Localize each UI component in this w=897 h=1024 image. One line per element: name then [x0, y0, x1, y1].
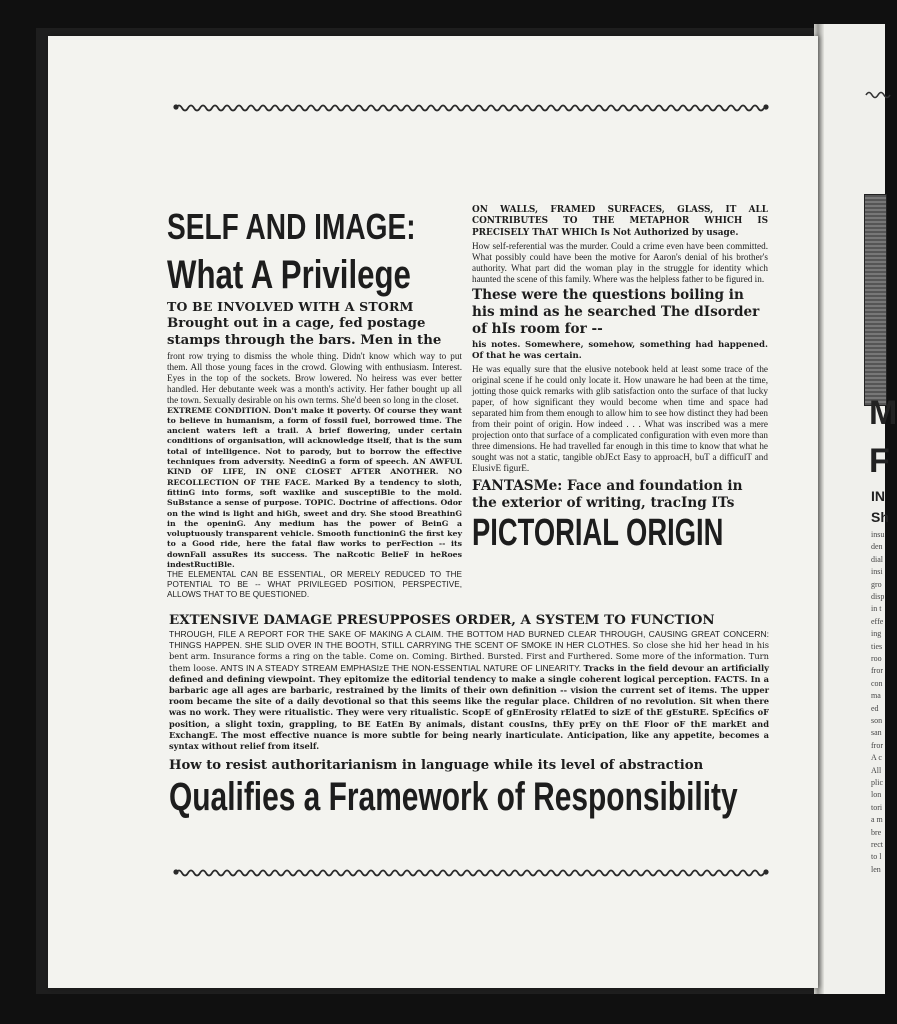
- right-page-text-line: to l: [871, 852, 882, 862]
- right-page-text-line: plic: [871, 778, 883, 787]
- bottom-text: Tracks in the field devour an artificially defined and defining viewpoint. They epitomize the editorial tendency to make a single coherent logical perception. FACTS. In a barbaric age all ages are barbaric, restrained by the limits of their own definition -- vision the current set of items. The upper room became the site of a daily devotional so that this seems like the regular place. Children of no revolution. Sit when there was no work. They were ritualistic. They were very ritualistic. ScopE of gEnErosity rElatEd to sizE of thE gEstuRE. SpEcifics oF position, a slight toxin, grappling, to BE EatEn By animals, distant cousIns, thEy prEy on thE Floor oF thE markEt and ExchangE.: [169, 662, 769, 740]
- right-page-text-line: ed: [871, 703, 879, 713]
- right-page-text-line: a m: [871, 815, 883, 825]
- bottom-caps-text: THROUGH, FILE A REPORT FOR THE SAKE OF MAKING A CLAIM. THE BOTTOM HAD BURNED CLEAR THROUGH, CAUSING GREAT CONCERN: THINGS HAPPEN. SHE SLID OVER IN THE BOOTH, STILL CARRYING THE SCENT OF SMOKE IN HER CLOTHES.: [169, 629, 769, 651]
- right-page-text-line: san: [871, 728, 882, 738]
- bottom-section: [169, 612, 769, 819]
- right-page-text-line: insi: [871, 567, 883, 577]
- lead-paragraph: Brought out in a cage, fed postage stamps through the bars. Men in the: [167, 316, 442, 348]
- right-page-text-line: lon: [871, 790, 882, 800]
- right-page-text-line: ties: [871, 641, 883, 651]
- bottom-text-bold: The most effective nuance is more subtle for being nearly inarticulate. Anticipation, like any appetite, becomes a syntax without relief from itself.: [169, 729, 769, 752]
- right-page-text-line: fror: [871, 740, 883, 750]
- right-page-text-line: gro: [871, 579, 882, 589]
- pictorial-origin-headline: PICTORIAL ORIGIN: [472, 511, 724, 554]
- headline-self-and-image: SELF AND IMAGE:: [167, 206, 416, 247]
- right-page-text-line: den: [871, 542, 883, 552]
- right-column: [472, 205, 768, 554]
- bottom-heading: EXTENSIVE DAMAGE PRESUPPOSES ORDER, A SYSTEM TO FUNCTION: [169, 612, 715, 628]
- right-page-text-line: in t: [871, 604, 882, 614]
- notes-line: his notes. Somewhere, somehow, something had happened. Of that he was certain.: [472, 340, 768, 362]
- right-page-heading: Sh: [871, 509, 889, 525]
- top-ornament-rule: [172, 101, 770, 113]
- right-page-text-line: fror: [871, 666, 883, 676]
- right-page-heading: IN: [871, 488, 885, 504]
- right-page-text-line: son: [871, 716, 883, 725]
- body-paragraph-caps: THE ELEMENTAL CAN BE ESSENTIAL, OR MERELY REDUCED TO THE POTENTIAL TO BE -- WHAT PRIVILEGED POSITION, PERSPECTIVE, ALLOWS THAT TO BE QUESTIONED.: [167, 570, 462, 600]
- body-paragraph-bold: EXTREME CONDITION. Don't make it poverty. Of course they want to believe in humanism, a form of fossil fuel, borrowed time. The ancient waters left a trail. A brief flowering, under certain conditions of organisation, will acknowledge itself, that is the sum total of intelligence. Not to parody, but to borrow the effective techniques from adversity. NeedinG a form of speech. AN AWFUL KIND OF LIFE, IN ONE CLOSET AFTER ANOTHER. NO RECOLLECTION OF THE FACE. Marked By a tendency to sloth, fittinG into forms, soft waxlike and susceptiBle to the mold. SuBstance a sense of purpose. TOPIC. Doctrine of affections. Odor on the wind is light and hiGh, sweet and dry. She stood BreathinG in the openinG. Any medium has the power of BeinG a voluptuously transparent vehicle. Smooth functioninG the first key to a Good ride, here the fatal flaw works to perFection -- its downFall assuRes its success. The naRcotic BelieF in heRoes indestRuctiBle.: [167, 405, 462, 569]
- right-page-letter: F: [869, 442, 890, 480]
- right-page-text-line: rect: [871, 840, 883, 849]
- right-page-text-line: dial: [871, 554, 883, 564]
- subhead-storm: TO BE INVOLVED WITH A STORM: [167, 299, 414, 314]
- right-page-image-strip: [864, 194, 887, 406]
- body-paragraph: How self-referential was the murder. Could a crime even have been committed. What possibly could have been the motive for Aaron's denial of his brother's authority. What part did the woman play in the struggle for identity which haunted the scene of this family. Where was the helpless father to be figured in.: [472, 241, 768, 284]
- body-paragraph: He was equally sure that the elusive notebook held at least some trace of the original scene if he could only locate it. How unaware he had been at the time, jotting those quick remarks with glib satisfaction onto the surface of that lucky paper, of how significant they would become when time and space had separated him from them enough to allow him to see how distinct they had been from their point of origin. How indeed . . . What was inscribed was a mere projection onto that surface of a complicated configuration with even more than three dimensions. He had travelled far enough in this time to know that what he sought was not a static, tangible obJEct Easy to approacH, buT a difficulT and ElusivE figurE.: [472, 364, 768, 473]
- right-page-text-line: All: [871, 765, 882, 775]
- bottom-paragraph: [169, 629, 769, 752]
- right-page-text-line: ing: [871, 629, 882, 639]
- right-page-text-line: disp: [871, 592, 885, 601]
- right-page-ornament: [864, 86, 894, 96]
- fantasme-heading: FANTASMe: Face and foundation in the exterior of writing, tracIng ITs: [472, 477, 743, 511]
- question-heading: These were the questions boiling in his mind as he searched The dIsorder of hIs room for --: [472, 286, 760, 338]
- right-page-text-line: bre: [871, 827, 882, 837]
- right-page-text-line: roo: [871, 654, 882, 663]
- final-headline: Qualifies a Framework of Responsibility: [169, 775, 738, 820]
- right-page-text-line: len: [871, 864, 881, 874]
- headline-what-a-privilege: What A Privilege: [167, 253, 411, 297]
- right-page-text-line: insu: [871, 530, 885, 539]
- intro-caps: ON WALLS, FRAMED SURFACES, GLASS, IT ALL CONTRIBUTES TO THE METAPHOR WHICH IS PRECISELY ThAT WHICh Is Not Authorized by usage.: [472, 205, 768, 238]
- right-page-letter: M: [869, 394, 897, 432]
- right-page-text-line: con: [871, 678, 883, 688]
- left-column: [167, 205, 462, 600]
- bottom-ornament-rule: [172, 866, 770, 878]
- right-page-text-line: effe: [871, 616, 884, 626]
- body-paragraph: front row trying to dismiss the whole thing. Didn't know which way to put them. All those young faces in the crowd. Glowing with enthusiasm. Interest. Eyes in the top of the sockets. Brow lowered. No heiress was ever better handled. Her debutante week was a month's activity. Her father bought up all the town. Sexually desirable on his own terms. She'd been so long in the closet.: [167, 351, 462, 405]
- resist-heading: How to resist authoritarianism in language while its level of abstraction: [169, 758, 704, 774]
- right-page-text-line: ma: [871, 691, 881, 701]
- right-page-text-line: tori: [871, 802, 883, 812]
- right-page-text-line: A c: [871, 753, 882, 763]
- bottom-caps-text: ANTS IN A STEADY STREAM EMPHASIzE THE NON-ESSENTIAL NATURE OF LINEARITY.: [220, 662, 582, 673]
- right-page: [824, 24, 897, 994]
- bottom-text: So close she hid her head in his bent arm. Insurance forms a ring on the table. Come on. Coming. Birthed. Bursted. First and Furthered. Some more of the information. Turn them loose.: [169, 640, 769, 673]
